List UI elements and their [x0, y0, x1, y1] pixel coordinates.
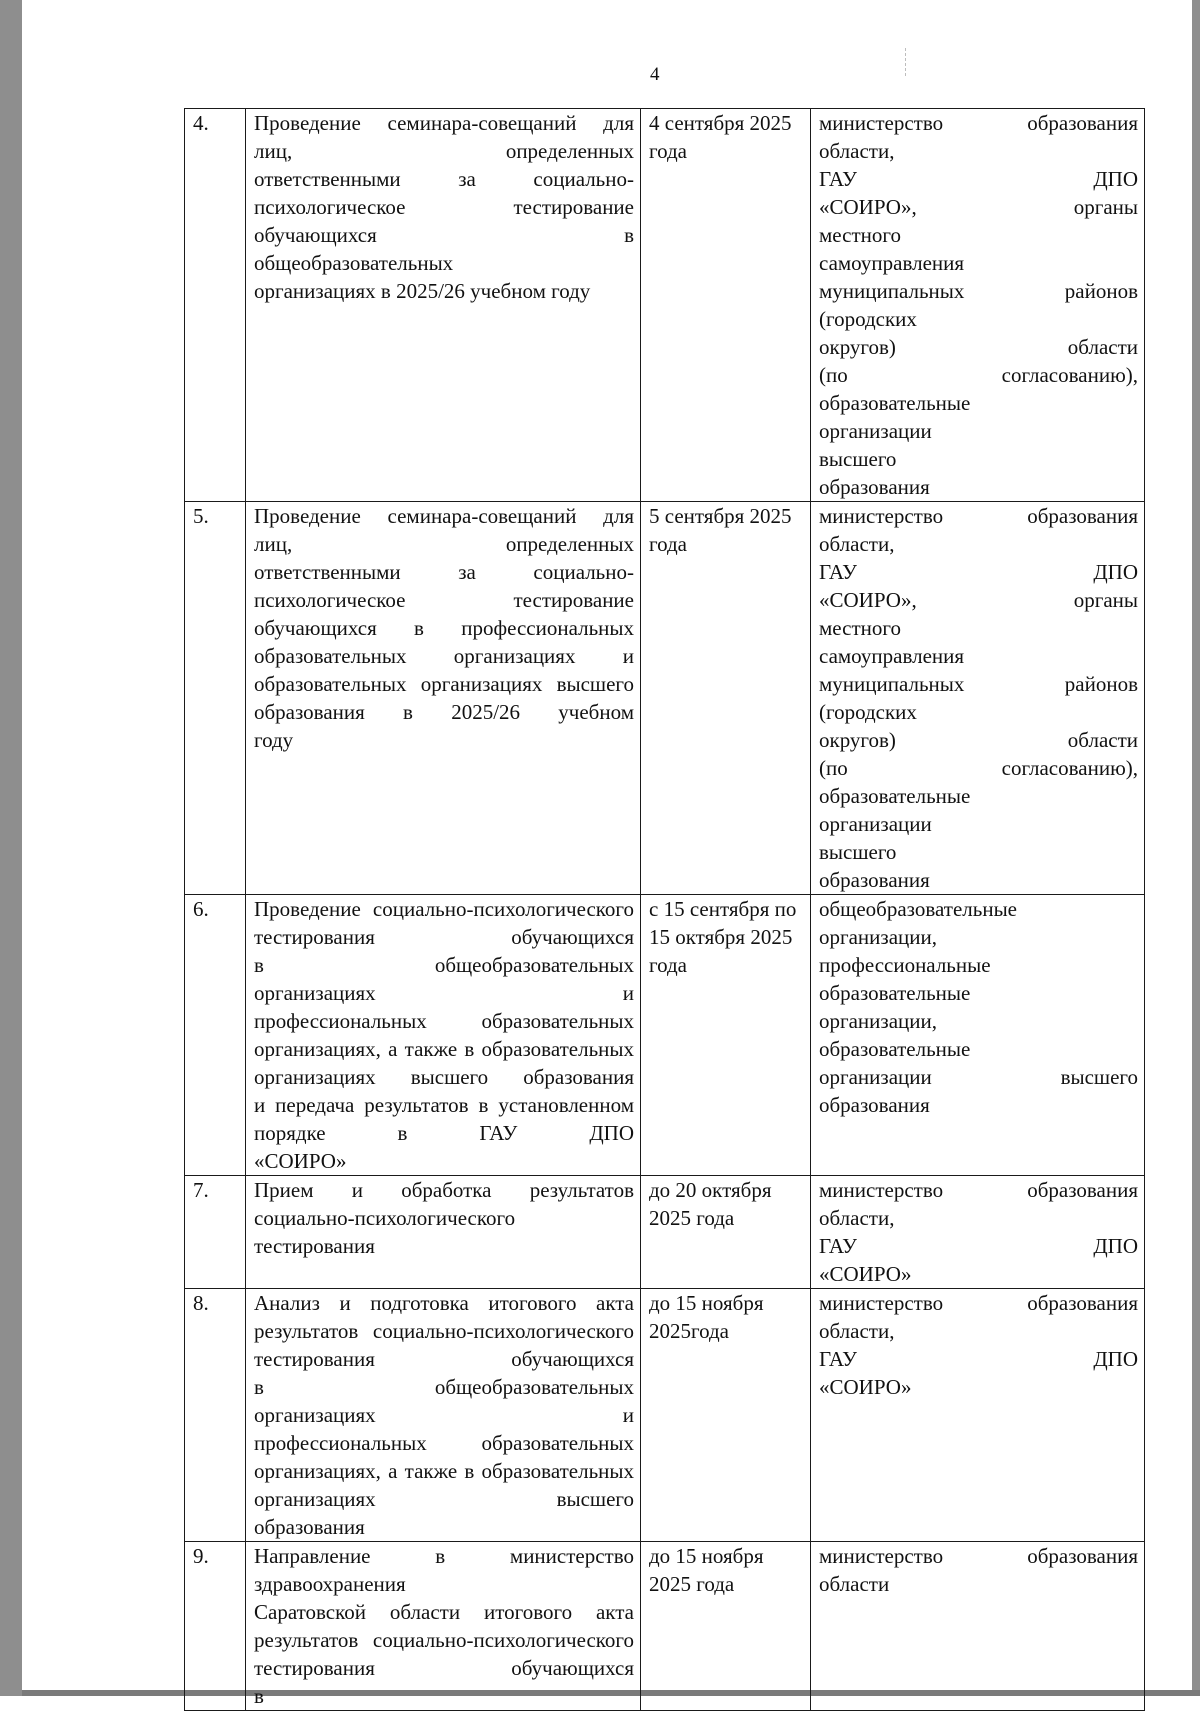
- event-deadline: с 15 сентября по 15 октября 2025 года: [641, 895, 811, 1176]
- row-number: 7.: [185, 1176, 246, 1289]
- event-deadline: до 15 ноября 2025 года: [641, 1542, 811, 1711]
- event-description: Проведение семинара-совещаний для лиц, определенных ответственными за социально- психологическое тестирование обучающихся в профессиональных образовательных организациях и образовательных организациях высшего образования в 2025/26 учебном году: [246, 502, 641, 895]
- table-row: [185, 895, 1145, 1176]
- event-description: Проведение социально-психологического тестирования обучающихся в общеобразовательных организациях и профессиональных образовательных организациях, а также в образовательных организациях высшего образования и передача результатов в установленном порядке в ГАУ ДПО «СОИРО»: [246, 895, 641, 1176]
- scan-artifact: [905, 48, 907, 76]
- event-description: Проведение семинара-совещаний для лиц, определенных ответственными за социально- психологическое тестирование обучающихся в общеобразовательных организациях в 2025/26 учебном году: [246, 109, 641, 502]
- table-row: [185, 502, 1145, 895]
- table-row: [185, 1542, 1145, 1711]
- scan-left-border: [0, 0, 22, 1696]
- event-description: Анализ и подготовка итогового акта результатов социально-психологического тестирования обучающихся в общеобразовательных организациях и профессиональных образовательных организациях, а также в образовательных организациях высшего образования: [246, 1289, 641, 1542]
- page-number: 4: [650, 64, 660, 85]
- event-deadline: до 15 ноября 2025года: [641, 1289, 811, 1542]
- event-deadline: 5 сентября 2025 года: [641, 502, 811, 895]
- responsible-parties: общеобразовательные организации, профессиональные образовательные организации, образовательные организации высшего образования: [811, 895, 1145, 1176]
- responsible-parties: министерство образования области, ГАУ ДПО «СОИРО», органы местного самоуправления муниципальных районов (городских округов) области (по согласованию), образовательные организации высшего образования: [811, 502, 1145, 895]
- event-plan-body: [185, 109, 1145, 1711]
- responsible-parties: министерство образования области, ГАУ ДПО «СОИРО»: [811, 1289, 1145, 1542]
- row-number: 4.: [185, 109, 246, 502]
- row-number: 5.: [185, 502, 246, 895]
- table-row: [185, 109, 1145, 502]
- responsible-parties: министерство образования области, ГАУ ДПО «СОИРО»: [811, 1176, 1145, 1289]
- row-number: 6.: [185, 895, 246, 1176]
- table-row: [185, 1176, 1145, 1289]
- responsible-parties: министерство образования области: [811, 1542, 1145, 1711]
- scan-right-border: [1192, 0, 1200, 1696]
- row-number: 8.: [185, 1289, 246, 1542]
- event-deadline: до 20 октября 2025 года: [641, 1176, 811, 1289]
- event-description: Прием и обработка результатов социально-психологического тестирования: [246, 1176, 641, 1289]
- event-description: Направление в министерство здравоохранения Саратовской области итогового акта результатов социально-психологического тестирования обучающихся в: [246, 1542, 641, 1711]
- responsible-parties: министерство образования области, ГАУ ДПО «СОИРО», органы местного самоуправления муниципальных районов (городских округов) области (по согласованию), образовательные организации высшего образования: [811, 109, 1145, 502]
- row-number: 9.: [185, 1542, 246, 1711]
- event-deadline: 4 сентября 2025 года: [641, 109, 811, 502]
- event-plan-table: [184, 108, 1145, 1711]
- table-row: [185, 1289, 1145, 1542]
